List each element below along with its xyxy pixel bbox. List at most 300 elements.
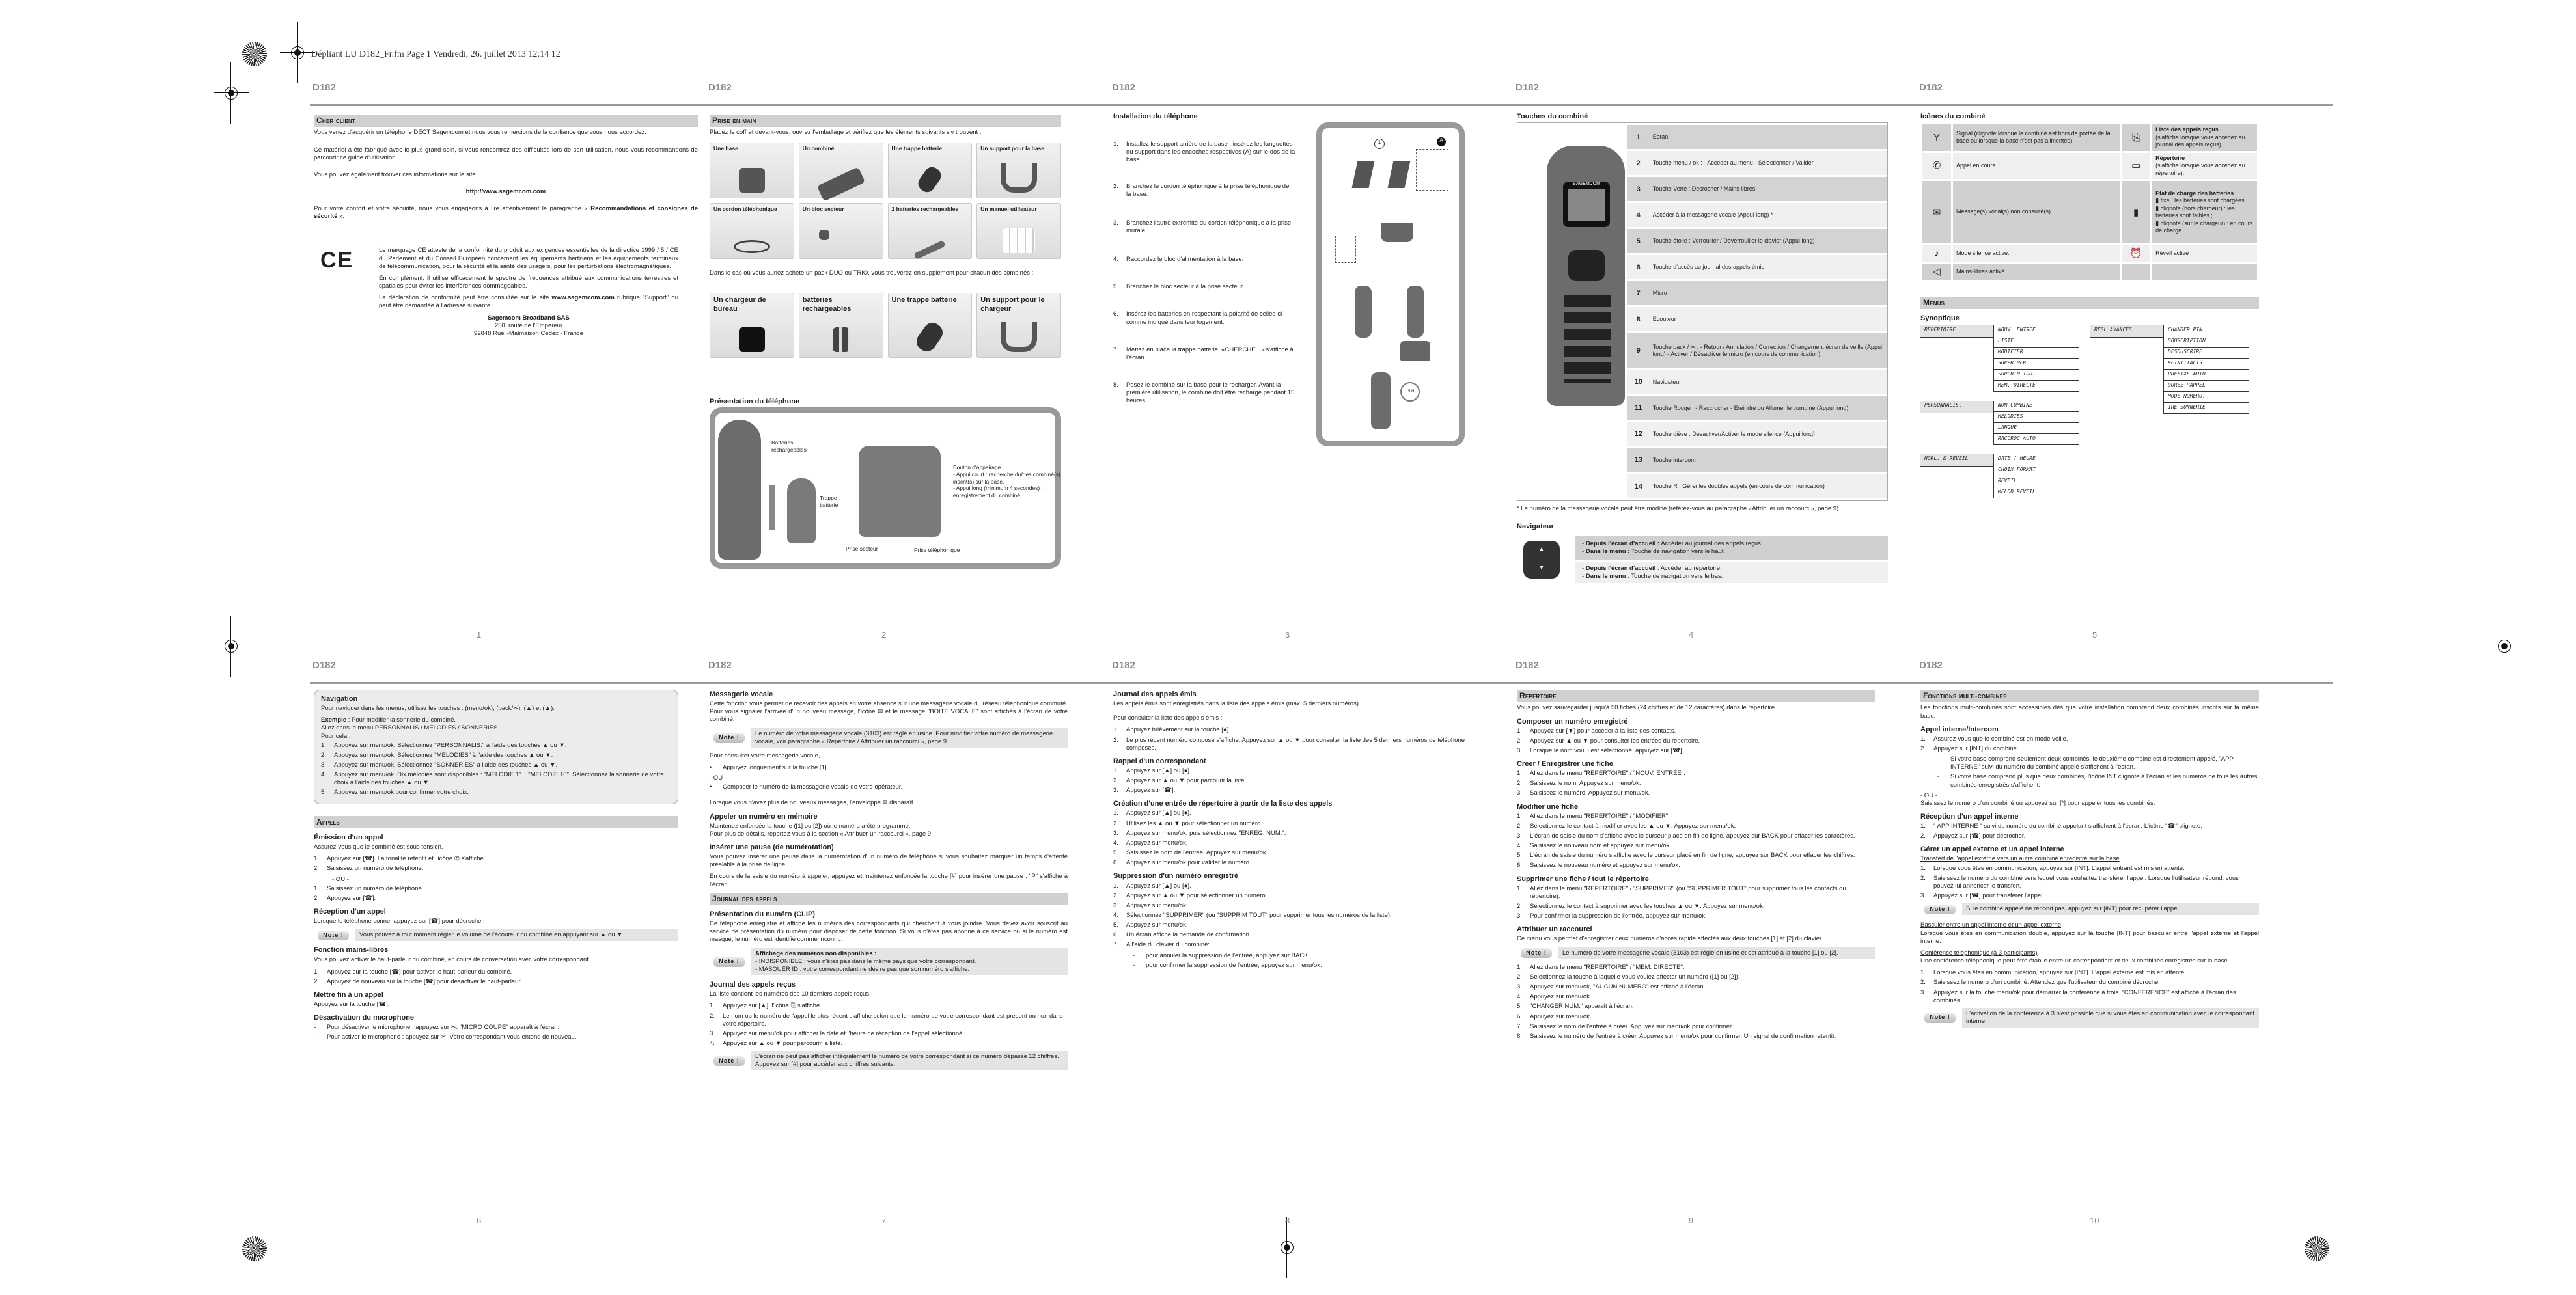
- label-power-socket: Prise secteur: [846, 545, 878, 552]
- page-number: 9: [1689, 1216, 1694, 1225]
- page-4: [1513, 78, 1904, 638]
- steps: [1113, 810, 1478, 867]
- menu-item: CHANGER PIN: [2164, 325, 2249, 336]
- list-item: 7. Saisissez le nom de l'entrée à créer. Appuyez sur menu/ok pour confirmer.: [1517, 1022, 1734, 1030]
- list-item: 7. A l'aide du clavier du combiné:: [1113, 941, 1210, 949]
- menu-item: RACCROC AUTO: [1994, 434, 2079, 445]
- menu-item: SUPPRIM TOUT: [1994, 370, 2079, 381]
- list-item: 3. Appuyez sur [☎].: [1113, 787, 1176, 795]
- paragraph: Pour consulter la liste des appels émis :: [1113, 715, 1223, 722]
- list-item: 1. Installez le support arrière de la base : insérez les languettes du support dans les encoches respectives (A) sur le dos de la base.: [1113, 141, 1295, 164]
- subsection-title: Créer / Enregistrer une fiche: [1517, 760, 1613, 769]
- item-handset: Un combiné: [799, 143, 883, 198]
- or-separator: - OU -: [1920, 791, 1937, 799]
- table-row: ✆ Appel en cours ▭ Répertoire (s'affiche lorsque vous accédez au répertoire).: [1922, 153, 2257, 180]
- call-icon: ✆: [1922, 153, 1951, 180]
- page-header: [1513, 656, 1930, 684]
- list-item: 6. Appuyez sur menu/ok pour valider le numéro.: [1113, 859, 1251, 867]
- model-label: D182: [1516, 660, 1539, 671]
- model-label: D182: [1516, 82, 1539, 93]
- paragraph: Une conférence téléphonique peut être établie entre un correspondant et deux combinés enregistrés sur la base.: [1920, 957, 2230, 965]
- list-item: 2. Saisissez le nom. Appuyez sur menu/ok.: [1517, 780, 1641, 787]
- list-item: 6. Appuyez sur menu/ok.: [1517, 1013, 1592, 1020]
- table-row: 4 Accéder à la messagerie vocale (Appui long) *: [1627, 203, 1887, 227]
- paragraph: Vous pouvez activer le haut-parleur du combiné, en cours de conversation avec votre correspondant.: [314, 956, 590, 964]
- steps: [710, 1002, 1068, 1048]
- subsection-title: Suppression d'un numéro enregistré: [1113, 872, 1239, 880]
- list-item: 5. Appuyez sur menu/ok.: [1113, 921, 1188, 929]
- registration-star-icon: [242, 42, 267, 66]
- list-item: 5. "CHANGER NUM." apparaît à l'écran.: [1517, 1003, 1634, 1011]
- list-item: 3. Appuyez sur menu/ok. Sélectionnez "SONNERIES" à l'aide des touches ▲ ou ▼.: [321, 761, 558, 769]
- subsection-title: Appeler un numéro en mémoire: [710, 812, 818, 821]
- page-3: [1109, 78, 1500, 638]
- list-item: 1. Appuyez sur la touche [☎] pour activer le haut-parleur du combiné.: [314, 968, 512, 975]
- list-item: 1. " APP INTERNE " suivi du numéro du combiné appelant s'affichent à l'écran. L'icône "☎" clignote.: [1920, 823, 2202, 830]
- paragraph: Vous pouvez sauvegarder jusqu'à 50 fiches (24 chiffres et de 12 caractères) dans le répertoire.: [1517, 704, 1777, 712]
- registration-star-icon: [242, 1236, 267, 1261]
- section-title: Icônes du combiné: [1920, 113, 1986, 120]
- menu-item: MODIFIER: [1994, 348, 2079, 359]
- paragraph: Appuyez sur la touche [☎].: [314, 1001, 390, 1009]
- table-row: 10 Navigateur: [1627, 370, 1887, 394]
- label-pairing-button: Bouton d'appairage - Appui court : recherche du/des combiné(s) inscrit(s) sur la base. - Appui long (minimum 4 secondes) : enregistrement du combiné.: [953, 463, 1060, 499]
- section-title: Menus: [1920, 297, 2259, 309]
- list-item: 2. Saisissez le numéro d'un combiné. Attendez que l'utilisateur du combiné décroche.: [1920, 979, 2160, 987]
- list-item: 1. Assurez-vous que le combiné est en mode veille.: [1920, 735, 2068, 743]
- section-title: Cher client: [314, 115, 698, 127]
- list-item: • Composer le numéro de la messagerie vocale de votre opérateur.: [710, 784, 903, 791]
- list-item: - Si votre base comprend plus que deux combinés, l'icône INT clignote à l'écran et les numéros de tous les autres combinés enregistrés s'affichent.: [1937, 773, 2258, 789]
- page-number: 3: [1285, 630, 1290, 640]
- page-7: [706, 656, 1096, 1229]
- box-contents-grid: [710, 143, 1061, 259]
- list-item: 1. Appuyez sur menu/ok. Sélectionnez "PERSONNALIS." à l'aide des touches ▲ ou ▼.: [321, 741, 567, 749]
- alarm-icon: ⏰: [2122, 245, 2150, 262]
- nav-down-description: - Depuis l'écran d'accueil : Accéder au répertoire. - Dans le menu : Touche de navigation vers le bas.: [1575, 562, 1888, 583]
- list-item: 2. Appuyez de nouveau sur la touche [☎] pour désactiver le haut-parleur.: [314, 977, 522, 985]
- paragraph: Ce téléphone enregistre et affiche les numéros des correspondants qui cherchent à vous joindre. Vous devez avoir souscrit au service de présentation du numéro pour disposer de cette fonction. Si vous n'êtes pas abonné à ce service ou si le numéro est masqué, le numéro est identifié comme inconnu.: [710, 920, 1068, 944]
- list-item: 6. Saisissez le nouveau numéro et appuyez sur menu/ok.: [1517, 862, 1680, 869]
- phone-presentation-diagram: [710, 407, 1061, 569]
- paragraph: Lorsque vous êtes en communication double, appuyez sur la touche [INT] pour basculer entre l'appel externe et l'appel interne.: [1920, 929, 2259, 945]
- page-header: [1513, 78, 1930, 106]
- silent-mode-icon: ♪: [1922, 245, 1951, 262]
- list-item: 3. Pour confirmer la suppression de l'entrée, appuyez sur menu/ok.: [1517, 912, 1707, 920]
- page-5: [1917, 78, 2307, 638]
- list-item: 2. Appuyez sur ▲ ou ▼ pour parcourir la liste.: [1113, 777, 1247, 785]
- section-title: Journal des appels: [710, 893, 1068, 905]
- menu-item: NOM COMBINE: [1994, 401, 2079, 412]
- model-label: D182: [312, 660, 336, 671]
- footnote: * Le numéro de la messagerie vocale peut être modifié (référez-vous au paragraphe «Attribuer un raccourci», page 9).: [1517, 505, 1840, 513]
- paragraph: Les appels émis sont enregistrés dans la liste des appels émis (max. 5 derniers numéros).: [1113, 700, 1361, 708]
- list-item: 1. Allez dans le menu "REPERTOIRE" / "MODIFIER".: [1517, 812, 1670, 820]
- list-item: 4. Appuyez sur menu/ok. Dix mélodies sont disponibles : "MELODIE 1"... "MELODIE 10". Sélectionnez la sonnerie de votre choix à l'aide des touches ▲ ou ▼.: [321, 771, 664, 787]
- paragraph: En cours de la saisie du numéro à appeler, appuyez et maintenez enfoncée la touche [#] pour insérer une pause : "P" s'affiche à l'écran.: [710, 873, 1068, 888]
- paragraph: Lorsque le téléphone sonne, appuyez sur [☎] pour décrocher.: [314, 918, 485, 925]
- address-line: 250, route de l'Empereur: [494, 321, 563, 329]
- menu-item: MEM. DIRECTE: [1994, 381, 2079, 392]
- list-item: 1. Appuyez sur [▼] pour accéder à la liste des contacts.: [1517, 727, 1676, 735]
- registration-mark-icon: [220, 635, 242, 657]
- table-row: 8 Ecouteur: [1627, 307, 1887, 331]
- list-item: 3. Appuyez sur la touche menu/ok pour démarrer la conférence à trois. "CONFERENCE" est affiché à l'écran des combinés.: [1920, 988, 2236, 1004]
- steps: [1517, 964, 1875, 1041]
- menu-item: DUREE RAPPEL: [2164, 381, 2249, 392]
- paragraph: Pour naviguer dans les menus, utilisez les touches : (menu/ok), (back/✂), (▲) et (▲).: [321, 705, 555, 713]
- list-item: 4. Appuyez sur menu/ok.: [1113, 839, 1188, 847]
- menu-item: LISTE: [1994, 336, 2079, 348]
- steps: [1517, 770, 1875, 797]
- ce-mark-icon: CE: [320, 248, 354, 273]
- page-number: 4: [1689, 630, 1694, 640]
- menu-item: NOUV. ENTREE: [1994, 325, 2079, 336]
- paragraph: Cette fonction vous permet de recevoir des appels en votre absence sur une messagerie vocale du réseau téléphonique commuté.: [710, 700, 1068, 708]
- page-2: [706, 78, 1096, 638]
- list-item: 5. Branchez le bloc secteur à la prise secteur.: [1113, 283, 1245, 291]
- item-base: Une base: [710, 143, 794, 198]
- page-number: 7: [881, 1216, 887, 1225]
- list-item: 1. Appuyez brièvement sur la touche [●].: [1113, 726, 1230, 734]
- bullet-list: [1920, 756, 2259, 789]
- subsection-title: Présentation du téléphone: [710, 397, 800, 405]
- page-10: [1917, 656, 2307, 1229]
- bullet-list: [710, 764, 1068, 772]
- list-item: 1. Allez dans le menu "REPERTOIRE" / "MEM. DIRECTE".: [1517, 963, 1685, 971]
- label-battery-cover: Trappe batterie: [820, 494, 838, 508]
- item-manual: Un manuel utilisateur: [976, 203, 1061, 259]
- page-header: [706, 656, 1122, 684]
- registration-mark-icon: [220, 82, 242, 104]
- subheading: Transfert de l'appel externe vers un autre combiné enregistré sur la base: [1920, 855, 2120, 863]
- paragraph: En complément, il utilise efficacement le spectre de fréquences attribué aux communications terrestres et spatiales pour éviter les interférences dommageables.: [379, 274, 678, 290]
- menu-item: DESOUSCRIRE: [2164, 348, 2249, 359]
- list-item: - Pour activer le microphone : appuyez sur ✂. Votre correspondant vous entend de nouveau.: [314, 1033, 577, 1041]
- paragraph: Saisissez le numéro d'un combiné ou appuyez sur [*] pour appeler tous les combinés.: [1920, 799, 2155, 807]
- steps: [1517, 885, 1875, 921]
- page-header: [310, 656, 727, 684]
- table-row: ♪ Mode silence activé. ⏰ Réveil activé: [1922, 245, 2257, 262]
- list-item: 1. Appuyez sur [☎]. La tonalité retentit et l'icône ✆ s'affiche.: [314, 855, 486, 863]
- list-item: 3. Saisissez le numéro. Appuyez sur menu/ok.: [1517, 789, 1650, 797]
- registration-star-icon: [2305, 1236, 2329, 1261]
- subheading: Conférence téléphonique (à 3 participants): [1920, 949, 2038, 957]
- table-row: Y Signal (clignote lorsque le combiné est hors de portée de la base ou lorsque la base n'est pas alimentée). ⎘ Liste des appels reçus (s'affiche lorsque vous accédez au journal des appels reçus).: [1922, 124, 2257, 151]
- print-slug: Dépliant LU D182_Fr.fm Page 1 Vendredi, 26. juillet 2013 12:14 12: [311, 49, 561, 59]
- steps: [1920, 823, 2259, 840]
- list-item: 2. Appuyez sur menu/ok. Sélectionnez "MELODIES" à l'aide des touches ▲ ou ▼.: [321, 751, 553, 759]
- battery-cover-illustration: [787, 478, 816, 543]
- nav-up-description: - Depuis l'écran d'accueil : Accéder au journal des appels reçus. - Dans le menu : Touche de navigation vers le haut.: [1575, 536, 1888, 560]
- note-box: Note ! Le numéro de votre messagerie vocale (3103) est réglé en usine. Pour modifier votre numéro de messagerie vocale, voir paragraphe « Répertoire / Attribuer un raccourci », page 9.: [710, 728, 1068, 748]
- item-phone-cord: Un cordon téléphonique: [710, 203, 794, 259]
- bullet-list: [314, 1024, 678, 1041]
- list-item: 8. Saisissez le numéro de l'entrée à créer. Appuyez sur menu/ok pour confirmer. Un signal de confirmation retentit.: [1517, 1032, 1836, 1040]
- steps: [1517, 728, 1875, 755]
- list-item: 2. Branchez le cordon téléphonique à la prise téléphonique de la base.: [1113, 182, 1290, 198]
- paragraph: La liste contient les numéros des 10 derniers appels reçus.: [710, 990, 871, 998]
- handset-keys-table: [1627, 123, 1887, 500]
- step-6-8-illustration: [1329, 279, 1452, 364]
- envelope-icon: ✉: [1922, 181, 1951, 243]
- step-1-illustration: 1 A: [1329, 135, 1452, 200]
- item-batteries: 2 batteries rechargeables: [888, 203, 973, 259]
- list-item: - pour confirmer la suppression de l'entrée, appuyez sur menu/ok.: [1133, 961, 1322, 969]
- subheading: Basculer entre un appel interne et un appel externe: [1920, 921, 2062, 929]
- page-number: 10: [2090, 1216, 2099, 1225]
- subsection-title: Mettre fin à un appel: [314, 990, 383, 999]
- subsection-title: Navigation: [321, 695, 358, 703]
- menu-item: CHOIX FORMAT: [1994, 465, 2079, 476]
- page-header: [1109, 78, 1526, 106]
- label-batteries: Batteries rechargeables: [771, 439, 807, 453]
- paragraph: Maintenez enfoncée la touche ([1] ou [2]) où le numéro a été programmé.: [710, 822, 911, 830]
- list-item: 1. Lorsque vous êtes en communication, appuyez sur [INT]. L'appel externe est mis en attente.: [1920, 969, 2186, 977]
- navigator-key-icon: ▲ ▼: [1523, 541, 1560, 579]
- page-number: 5: [2092, 630, 2098, 640]
- steps: [1113, 726, 1478, 752]
- menu-item: SUPPRIMER: [1994, 359, 2079, 370]
- list-item: 5. Appuyez sur menu/ok pour confirmer votre choix.: [321, 789, 469, 797]
- timer-icon: 15 H: [1400, 382, 1420, 402]
- subsection-title: Insérer une pause (de numérotation): [710, 843, 834, 852]
- section-title: Prise en main: [710, 115, 1061, 127]
- phonebook-icon: ▭: [2122, 153, 2150, 180]
- list-item: 3. Appuyez sur [☎] pour transférer l'appel.: [1920, 892, 2044, 900]
- list-item: 6. Insérez les batteries en respectant la polarité de celles-ci comme indiqué dans leur logement.: [1113, 310, 1282, 326]
- menu-tree: [1920, 325, 2259, 508]
- subsection-title: Fonction mains-libres: [314, 946, 389, 955]
- item-battery-cover: Une trappe batterie: [888, 143, 973, 198]
- note-box: Note ! L'écran ne peut pas afficher intégralement le numéro de votre correspondant si ce numéro dépasse 12 chiffres. Appuyez sur [#] pour accéder aux chiffres suivants.: [710, 1051, 1068, 1070]
- paragraph: Lorsque vous n'avez plus de nouveaux messages, l'enveloppe ✉ disparaît.: [710, 799, 915, 807]
- list-item: 2. Utilisez les ▲ ou ▼ pour sélectionner un numéro.: [1113, 819, 1262, 827]
- list-item: 2. Appuyez sur [☎] pour décrocher.: [1920, 832, 2026, 840]
- table-row: 6 Touche d'accès au journal des appels émis: [1627, 255, 1887, 279]
- menu-item: LANGUE: [1994, 423, 2079, 434]
- paragraph: La déclaration de conformité peut être consultée sur le site www.sagemcom.com rubrique "Support" ou peut être demandée à l'adresse suivante :: [379, 294, 678, 310]
- subsection-title: Journal des appels reçus: [710, 981, 796, 989]
- page-number: 2: [881, 630, 887, 640]
- model-label: D182: [1919, 660, 1943, 671]
- list-item: 3. Lorsque le nom voulu est sélectionné, appuyez sur [☎].: [1517, 746, 1684, 754]
- screen-illustration: SAGEMCOM: [1563, 182, 1610, 227]
- paragraph: Pour cela :: [321, 732, 351, 740]
- table-row: 9 Touche back / ✂ : - Retour / Annulation / Correction / Changement écran de veille (Appui long) - Activer / Désactiver le micro (en cours de communication).: [1627, 333, 1887, 368]
- paragraph: Ce menu vous permet d'enregistrer deux numéros d'accès rapide affectés aux deux touches [1] et [2] du clavier.: [1517, 935, 1823, 943]
- label-phone-socket: Prise téléphonique: [914, 546, 960, 553]
- duo-contents-grid: [710, 293, 1061, 358]
- paragraph: Ce matériel a été fabriqué avec le plus grand soin, si vous rencontrez des difficultés lors de son utilisation, nous vous recommandons de parcourir ce guide d'utilisation.: [314, 146, 698, 161]
- list-item: 1. Appuyez sur [▲] ou [●].: [1113, 882, 1191, 890]
- menu-item: REINITIALIS.: [2164, 359, 2249, 370]
- list-item: 2. Sélectionnez le contact à modifier avec les ▲ ou ▼. Appuyez sur menu/ok.: [1517, 822, 1736, 830]
- table-row: 7 Micro: [1627, 281, 1887, 305]
- list-item: 2. Le nom ou le numéro de l'appel le plus récent s'affiche selon que le numéro de votre correspondant est présent ou non dans votre répertoire.: [710, 1012, 1063, 1028]
- menu-group-horloge: HORL. & REVEIL DATE / HEURE CHOIX FORMAT REVEIL MELOD REVEIL: [1920, 454, 2079, 498]
- subsection-title: Rappel d'un correspondant: [1113, 757, 1206, 765]
- list-item: 3. Appuyez sur menu/ok pour afficher la date et l'heure de réception de l'appel sélectionné.: [710, 1029, 965, 1037]
- paragraph: Pour vous signaler l'arrivée d'un nouveau message, l'icône ✉ et le message "BOITE VOCALE" sont affichés à l'écran de votre combiné.: [710, 708, 1068, 724]
- list-item: 2. Sélectionnez la touche à laquelle vous voulez affecter un numéro ([1] ou [2]).: [1517, 973, 1740, 981]
- menu-item: REVEIL: [1994, 476, 2079, 487]
- handset-back-illustration: [718, 420, 761, 560]
- list-item: • Appuyez longuement sur la touche [1].: [710, 764, 829, 772]
- list-item: 8. Posez le combiné sur la base pour le recharger. Avant la première utilisation, le combiné doit être rechargé pendant 15 heures.: [1113, 381, 1295, 405]
- list-item: 4. Sélectionnez "SUPPRIMER" (ou "SUPPRIM TOUT" pour supprimer tous les numéros de la liste).: [1113, 911, 1392, 919]
- model-label: D182: [312, 82, 336, 93]
- paragraph: Vous pouvez insérer une pause dans la numérotation d'un numéro de téléphone si vous souhaitez marquer un temps d'attente préalable à la prise de ligne.: [710, 853, 1068, 869]
- paragraph: Assurez-vous que le combiné est sous tension.: [314, 843, 443, 851]
- steps: [1113, 767, 1478, 795]
- subsection-title: Émission d'un appel: [314, 834, 383, 841]
- menu-group-reglages: REGL AVANCES CHANGER PIN SOUSCRIPTION DESOUSCRIRE REINITIALIS. PREFIXE AUTO DUREE RAPPEL MODE NUMEROT 1RE SONNERIE: [2090, 325, 2249, 414]
- list-item: 3. Appuyez sur menu/ok.: [1113, 901, 1188, 909]
- website-link[interactable]: http://www.sagemcom.com: [465, 187, 546, 195]
- table-row: 1 Ecran: [1627, 125, 1887, 149]
- steps: [314, 855, 678, 873]
- paragraph: Dans le cas où vous auriez acheté un pack DUO ou TRIO, vous trouverez en supplément pour chacun des combinés :: [710, 269, 1034, 277]
- table-row: 2 Touche menu / ok : - Accéder au menu - Sélectionner / Valider: [1627, 151, 1887, 175]
- section-title: Touches du combiné: [1517, 113, 1588, 120]
- install-steps: [1113, 141, 1295, 405]
- steps: [1920, 735, 2259, 753]
- table-row: ✉ Message(s) vocal(s) non consulté(s) ▮ Etat de charge des batteries ▮ fixe : les batteries sont chargées ▮ clignote (hors chargeur) : les batteries sont faibles ; ▮ clignote (sur le chargeur) : en cours de charge.: [1922, 181, 2257, 243]
- section-title: Fonctions multi-combines: [1920, 690, 2259, 702]
- list-item: 1. Allez dans le menu "REPERTOIRE" / "SUPPRIMER" (ou "SUPPRIMER TOUT" pour supprimer tous les contacts du répertoire).: [1517, 884, 1846, 900]
- company-name: Sagemcom Broadband SAS: [488, 314, 570, 321]
- received-calls-icon: ⎘: [2122, 124, 2150, 151]
- subsection-title: Désactivation du microphone: [314, 1014, 415, 1022]
- page-6: [310, 656, 700, 1229]
- list-item: 6. Un écran affiche la demande de confirmation.: [1113, 931, 1251, 939]
- list-item: 1. Appuyez sur [▲] ou [●].: [1113, 767, 1191, 774]
- steps: [1920, 969, 2259, 1005]
- list-item: 3. Branchez l'autre extrémité du cordon téléphonique à la prise murale.: [1113, 219, 1292, 235]
- page-8: [1109, 656, 1500, 1229]
- page-header: [310, 78, 727, 106]
- subsection-title: Synoptique: [1920, 314, 1960, 322]
- note-box: Note ! Si le combiné appelé ne répond pas, appuyez sur [INT] pour récupérer l'appel.: [1920, 903, 2259, 915]
- note-box: Note ! Vous pouvez à tout moment régler le volume de l'écouteur du combiné en appuyant sur ▲ ou ▼.: [314, 929, 678, 941]
- model-label: D182: [1112, 660, 1135, 671]
- keypad-illustration: [1564, 292, 1611, 383]
- list-item: 1. Appuyez sur [▲], l'icône ⎘ s'affiche.: [710, 1002, 822, 1010]
- or-separator: - OU -: [710, 774, 727, 782]
- steps: [314, 885, 678, 903]
- subsection-title: Appel interne/Intercom: [1920, 725, 1999, 733]
- subsection-title: Composer un numéro enregistré: [1517, 717, 1628, 726]
- example-steps: [321, 742, 671, 797]
- steps: [1517, 813, 1875, 870]
- list-item: 1. Lorsque vous êtes en communication, appuyez sur [INT]. L'appel entrant est mis en attente.: [1920, 864, 2185, 872]
- subsection-title: Présentation du numéro (CLIP): [710, 910, 815, 919]
- item-base-stand: Un support pour la base: [976, 143, 1061, 198]
- page-header: [1917, 78, 2333, 106]
- table-row: 13 Touche intercom: [1627, 448, 1887, 472]
- subsection-title: Réception d'un appel interne: [1920, 813, 2019, 821]
- list-item: 1. Appuyez sur [▲] ou [●].: [1113, 810, 1191, 817]
- paragraph: Les fonctions multi-combinés sont accessibles dès que votre installation comprend deux combinés inscrits sur la même base.: [1920, 704, 2259, 720]
- paragraph: Pour plus de détails, reportez-vous à la section « Attribuer un raccourci », page 9.: [710, 830, 933, 838]
- list-item: 2. Saisissez un numéro de téléphone.: [314, 865, 424, 873]
- subsection-title: Gérer un appel externe et un appel interne: [1920, 845, 2064, 854]
- menu-item: 1RE SONNERIE: [2164, 403, 2249, 414]
- table-row: 12 Touche dièse : Désactiver/Activer le mode silence (Appui long): [1627, 422, 1887, 446]
- subsection-title: Création d'une entrée de répertoire à partir de la liste des appels: [1113, 800, 1333, 808]
- paragraph: Vous pouvez également trouver ces informations sur le site :: [314, 170, 479, 178]
- steps: [314, 968, 678, 986]
- steps: [1920, 865, 2259, 901]
- subsection-title: Journal des appels émis: [1113, 690, 1197, 698]
- menu-group-repertoire: REPERTOIRE NOUV. ENTREE LISTE MODIFIER SUPPRIMER SUPPRIM TOUT MEM. DIRECTE: [1920, 325, 2079, 392]
- registration-mark-icon: [286, 42, 309, 64]
- note-box: Note ! Le numéro de votre messagerie vocale (3103) est réglé en usine et est attribué à la touche [1] ou [2].: [1517, 947, 1875, 959]
- list-item: 4. Appuyez sur menu/ok.: [1517, 993, 1592, 1001]
- subsection-title: Navigateur: [1517, 523, 1554, 531]
- handset-icons-table: [1920, 122, 2259, 282]
- list-item: - pour annuler la suppression de l'entrée, appuyez sur BACK.: [1133, 951, 1310, 959]
- section-title: Repertoire: [1517, 690, 1875, 702]
- menu-group-personnalis: PERSONNALIS. NOM COMBINE MELODIES LANGUE RACCROC AUTO: [1920, 401, 2079, 445]
- subsection-title: Messagerie vocale: [710, 690, 773, 698]
- address-line: 92848 Rueil-Malmaison Cedex - France: [474, 329, 583, 337]
- list-item: 2. Appuyez sur ▲ ou ▼ pour consulter les entrées du répertoire.: [1517, 737, 1700, 744]
- paragraph: Allez dans le menu PERSONNALIS / MELODIES / SONNERIES.: [321, 724, 500, 732]
- page-header: [1109, 656, 1526, 684]
- list-item: 3. Appuyez sur menu/ok, puis sélectionnez "ENREG. NUM.".: [1113, 829, 1286, 837]
- list-item: 2. Saisissez le numéro du combiné vers lequel vous souhaitez transférer l'appel. Lorsque l'utilisateur répond, vous pouvez lui annoncer le transfert.: [1920, 874, 2239, 890]
- navigator-key-illustration: [1568, 250, 1605, 281]
- menu-item: PREFIXE AUTO: [2164, 370, 2249, 381]
- list-item: 3. L'écran de saisie du nom s'affiche avec le curseur placé en fin de ligne, appuyez sur BACK pour effacer les caractères.: [1517, 832, 1855, 839]
- list-item: 2. Appuyez sur [INT] du combiné.: [1920, 744, 2019, 752]
- list-item: 4. Saisissez le nouveau nom et appuyez sur menu/ok.: [1517, 842, 1672, 850]
- battery-icon: ▮: [2122, 181, 2150, 243]
- paragraph: Placez le coffret devant-vous, ouvrez l'emballage et vérifiez que les éléments suivants s'y trouvent :: [710, 129, 982, 137]
- menu-item: MELOD REVEIL: [1994, 487, 2079, 498]
- list-item: 1. Saisissez un numéro de téléphone.: [314, 884, 424, 892]
- signal-icon: Y: [1922, 124, 1951, 151]
- table-row: 11 Touche Rouge : - Raccrocher - Eteindre ou Allumer le combiné (Appui long): [1627, 396, 1887, 420]
- charging-illustration: [1329, 369, 1452, 434]
- navigation-box: Navigation Pour naviguer dans les menus, utilisez les touches : (menu/ok), (back/✂), (▲) et (▲). Exemple : Pour modifier la sonnerie du combiné. Allez dans le menu PERSONNALIS / MELODIES / SONNERIES. Pour cela : 1. Appuyez sur menu/ok. Sélectionnez "PERSONNALIS." à l'aide des touches ▲ ou ▼. 2. Appuyez sur menu/ok. Sélectionnez "MELODIES" à l'aide des touches ▲ ou ▼. 3. Appuyez sur menu/ok. Sélectionnez "SONNERIES" à l'aide des touches ▲ ou ▼. 4. Appuyez sur menu/ok. Dix mélodies sont disponibles : "MELODIE 1"... "MELODIE 10". Sélectionnez la sonnerie de votre choix à l'aide des touches ▲ ou ▼. 5. Appuyez sur menu/ok pour confirmer votre choix.: [314, 690, 678, 804]
- list-item: 2. Sélectionnez le contact à supprimer avec les touches ▲ ou ▼. Appuyez sur menu/ok.: [1517, 903, 1765, 910]
- list-item: 2. Appuyez sur [☎].: [314, 894, 376, 902]
- menu-item: SOUSCRIPTION: [2164, 336, 2249, 348]
- subsection-title: Supprimer une fiche / tout le répertoire: [1517, 875, 1649, 883]
- bullet-list: [1113, 952, 1478, 970]
- speaker-icon: ◁: [1922, 264, 1951, 280]
- paragraph: Pour votre confort et votre sécurité, nous vous engageons à lire attentivement le paragraphe « Recommandations et consignes de sécurité ».: [314, 205, 698, 221]
- list-item: 2. Le plus récent numéro composé s'affiche. Appuyez sur ▲ ou ▼ pour consulter la liste des 5 derniers numéros de téléphone composés.: [1113, 736, 1465, 752]
- list-item: 4. Appuyez sur ▲ ou ▼ pour parcourir la liste.: [710, 1039, 843, 1047]
- list-item: - Pour désactiver le microphone : appuyez sur ✂. "MICRO COUPE" apparaît à l'écran.: [314, 1024, 560, 1031]
- menu-item: MODE NUMEROT: [2164, 392, 2249, 403]
- registration-mark-icon: [1276, 1236, 1298, 1259]
- item-power-adapter: Un bloc secteur: [799, 203, 883, 259]
- page-number: 8: [1285, 1216, 1290, 1225]
- steps: [1113, 882, 1478, 949]
- item-charger-stand: Un support pour le chargeur: [976, 293, 1061, 358]
- model-label: D182: [1919, 82, 1943, 93]
- page-number: 6: [477, 1216, 482, 1225]
- section-title: Installation du téléphone: [1113, 113, 1198, 120]
- list-item: 3. Appuyez sur menu/ok, "AUCUN NUMERO" est affiché à l'écran.: [1517, 983, 1706, 991]
- list-item: 2. Appuyez sur ▲ ou ▼ pour sélectionner un numéro.: [1113, 892, 1267, 899]
- table-row: ◁ Mains-libres activé: [1922, 264, 2257, 280]
